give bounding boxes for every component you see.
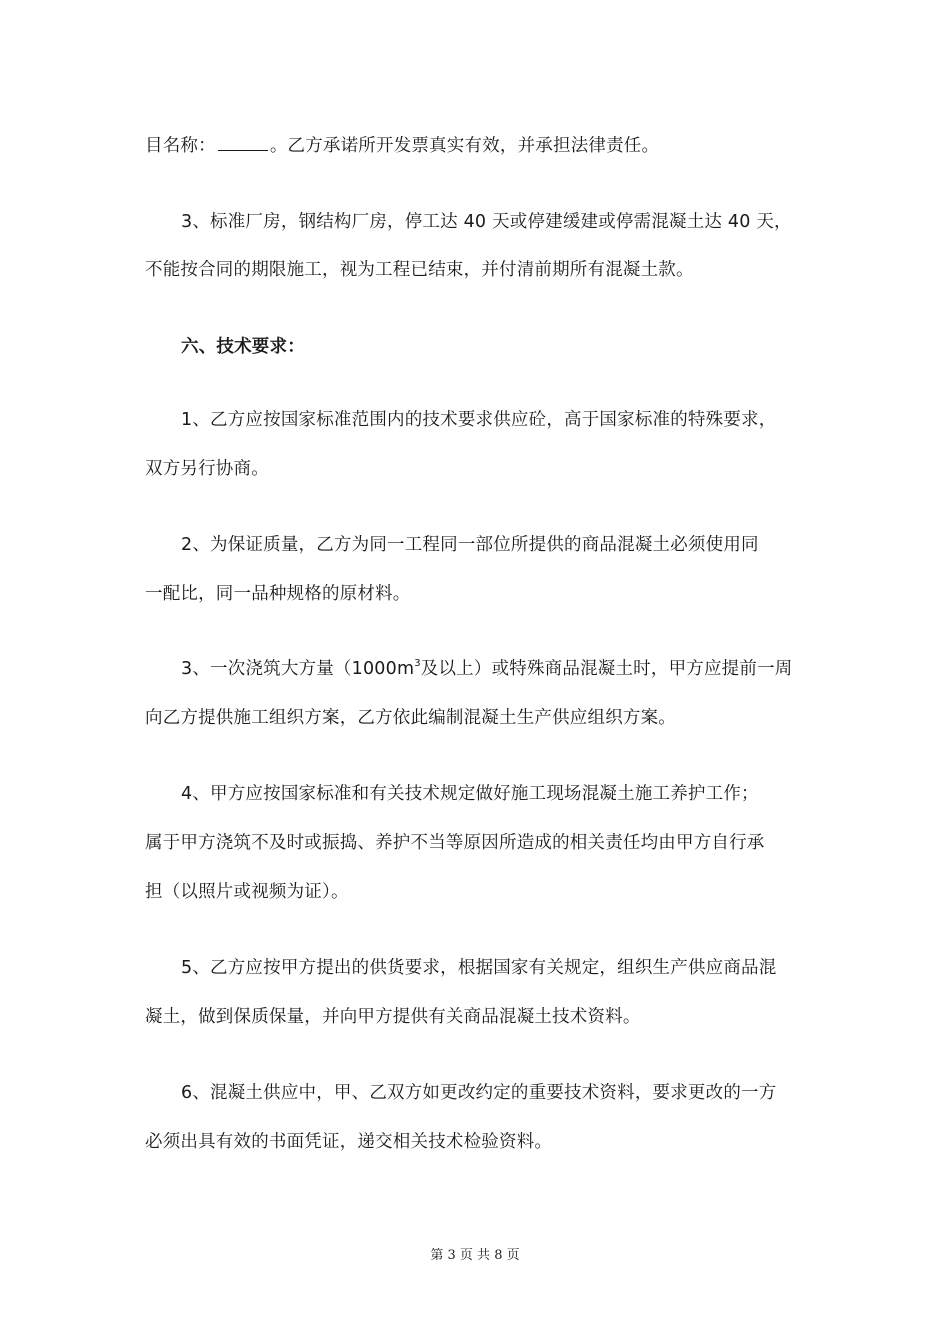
page-number-footer: 第 3 页 共 8 页 (430, 1248, 520, 1263)
section-heading-technical-requirements: 六、技术要求： (181, 337, 305, 357)
tech-clause-2-line-2: 一配比，同一品种规格的原材料。 (145, 584, 411, 604)
tech-clause-2-line-1: 2、为保证质量，乙方为同一工程同一部位所提供的商品混凝土必须使用同 (181, 535, 759, 555)
superscript-cubic: 3 (414, 658, 421, 669)
tech-clause-6-line-1: 6、混凝土供应中，甲、乙双方如更改约定的重要技术资料，要求更改的一方 (181, 1083, 777, 1103)
tech-clause-5-line-2: 凝土，做到保质保量，并向甲方提供有关商品混凝土技术资料。 (145, 1007, 641, 1027)
clause-3-line-1: 3、标准厂房，钢结构厂房，停工达 40 天或停建缓建或停需混凝土达 40 天， (181, 212, 792, 232)
paragraph-line: 目名称： 。乙方承诺所开发票真实有效，并承担法律责任。 (145, 136, 660, 156)
tech-clause-1-line-1: 1、乙方应按国家标准范围内的技术要求供应砼，高于国家标准的特殊要求， (181, 410, 777, 430)
tech-clause-3-line-2: 向乙方提供施工组织方案，乙方依此编制混凝土生产供应组织方案。 (145, 708, 676, 728)
tech-clause-4-line-3: 担（以照片或视频为证）。 (145, 882, 349, 902)
tech-clause-3-line-1: 3、一次浇筑大方量（$1000m^3$及以上）或特殊商品混凝土时，甲方应提前一周 (181, 658, 793, 679)
project-name-blank (218, 134, 268, 151)
tech-clause-1-line-2: 双方另行协商。 (145, 459, 269, 479)
tech-clause-6-line-2: 必须出具有效的书面凭证，递交相关技术检验资料。 (145, 1132, 553, 1152)
tech-clause-4-line-2: 属于甲方浇筑不及时或振捣、养护不当等原因所造成的相关责任均由甲方自行承 (145, 833, 765, 853)
project-name-label: 目名称： (145, 136, 216, 156)
tech-clause-4-line-1: 4、甲方应按国家标准和有关技术规定做好施工现场混凝土施工养护工作； (181, 784, 759, 804)
clause-3-line-2: 不能按合同的期限施工，视为工程已结束，并付清前期所有混凝土款。 (145, 260, 694, 280)
tech-clause-5-line-1: 5、乙方应按甲方提出的供货要求，根据国家有关规定，组织生产供应商品混 (181, 958, 777, 978)
